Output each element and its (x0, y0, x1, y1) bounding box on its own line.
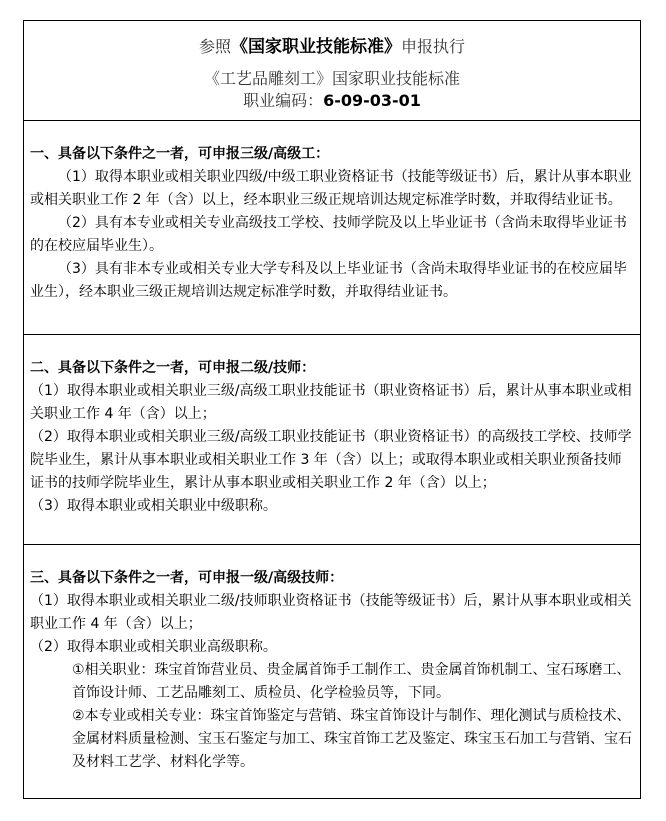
header-occupation-code-line (24, 90, 640, 112)
condition-item: （2）具有本专业或相关专业高级技工学校、技师学院及以上毕业证书（含尚未取得毕业证书的在校应届毕业生）。 (30, 215, 627, 254)
header-prefix: 参照 (198, 37, 231, 56)
occupation-code: 6-09-03-01 (323, 91, 421, 110)
document-frame (23, 20, 641, 799)
condition-item: （1）取得本职业或相关职业四级/中级工职业资格证书（技能等级证书）后，累计从事本职业或相关职业工作 2 年（含）以上，经本职业三级正规培训达规定标准学时数，并取得结业证书。 (30, 169, 632, 208)
section-level-1 (24, 545, 640, 800)
section-level-2 (24, 335, 640, 545)
section-title: 三、具备以下条件之一者，可申报一级/高级技师： (30, 570, 344, 586)
condition-item: （3）取得本职业或相关职业中级职称。 (30, 498, 277, 514)
condition-item: （2）取得本职业或相关职业高级职称。 (30, 639, 277, 655)
condition-item: （1）取得本职业或相关职业三级/高级工职业技能证书（职业资格证书）后，累计从事本职业或相关职业工作 4 年（含）以上； (30, 383, 632, 422)
occupation-code-label: 职业编码： (243, 91, 324, 110)
document-header (24, 21, 640, 121)
section-level-3 (24, 121, 640, 335)
header-standard-title: 《国家职业技能标准》 (231, 37, 401, 57)
condition-item: （2）取得本职业或相关职业三级/高级工职业技能证书（职业资格证书）的高级技工学校、技师学院毕业生，累计从事本职业或相关职业工作 3 年（含）以上；或取得本职业或相关职业预备技师证书的技师学院毕业生，累计从事本职业或相关职业工作 2 年（含）以上； (30, 429, 632, 491)
condition-item: （1）取得本职业或相关职业二级/技师职业资格证书（技能等级证书）后，累计从事本职业或相关职业工作 4 年（含）以上； (30, 593, 632, 632)
header-standard-name: 《工艺品雕刻工》国家职业技能标准 (203, 69, 460, 88)
header-reference-line (24, 36, 640, 58)
header-suffix: 申报执行 (401, 37, 466, 56)
condition-item: （3）具有非本专业或相关专业大学专科及以上毕业证书（含尚未取得毕业证书的在校应届毕业生），经本职业三级正规培训达规定标准学时数，并取得结业证书。 (30, 261, 627, 300)
note-related-majors: ②本专业或相关专业：珠宝首饰鉴定与营销、珠宝首饰设计与制作、理化测试与质检技术、金属材料质量检测、宝玉石鉴定与加工、珠宝首饰工艺及鉴定、珠宝玉石加工与营销、宝石及材料工艺学、材料化学等。 (72, 708, 632, 770)
section-title: 一、具备以下条件之一者，可申报三级/高级工： (30, 146, 330, 162)
note-related-occupations: ①相关职业：珠宝首饰营业员、贵金属首饰手工制作工、贵金属首饰机制工、宝石琢磨工、首饰设计师、工艺品雕刻工、质检员、化学检验员等，下同。 (72, 662, 631, 701)
section-title: 二、具备以下条件之一者，可申报二级/技师： (30, 360, 316, 376)
